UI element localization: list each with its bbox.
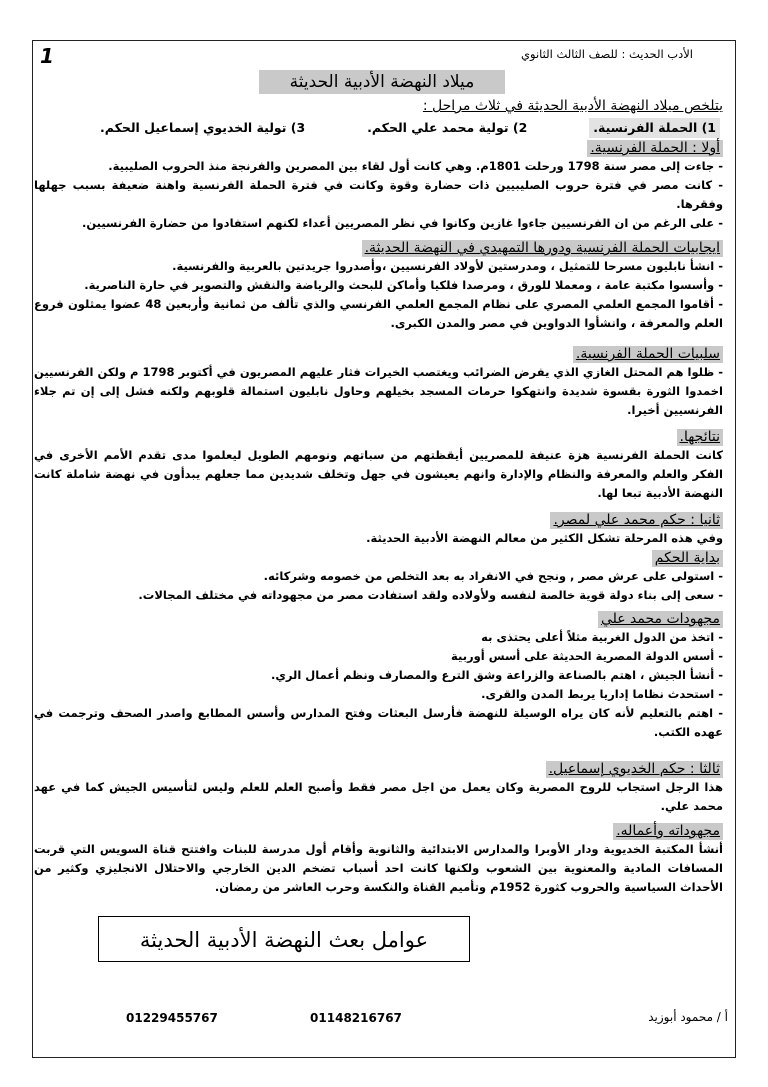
section-heading: ثالثا : حكم الخديوي إسماعيل.	[546, 761, 723, 778]
section-mohamed-ali	[34, 511, 723, 548]
paragraph: كانت الحملة الفرنسية هزة عنيفة للمصريين أيقظتهم من سباتهم ونومهم الطويل ليعلموا مدى تقدم الأمم الأخرى في الفكر والعلم والمعرفة والنظام والإدارة وانهم يعيشون في جهل وتخلف شديدين مما جعلهم يبدأون في نهضة شاملة كانت النهضة الأدبية تبعا لها.	[34, 448, 723, 500]
section-heading: أولا : الحملة الفرنسية.	[587, 140, 723, 157]
paragraph: - كانت مصر في فترة حروب الصليبيين ذات حضارة وقوة وكانت في فترة الحملة الفرنسية واهنة ضعيفة بسبب جهلها وفقرها.	[34, 178, 723, 211]
footer-box-title: عوامل بعث النهضة الأدبية الحديثة	[98, 916, 470, 962]
phone-2: 01148216767	[310, 1011, 402, 1025]
section-ismail-works	[34, 822, 723, 897]
section-heading: مجهودات محمد علي	[598, 611, 723, 628]
page-title: ميلاد النهضة الأدبية الحديثة	[259, 70, 505, 94]
paragraph: - استولى على عرش مصر , ونجح في الانفراد به بعد التخلص من خصومه وشركائه.	[263, 569, 723, 583]
stage-item: 1) الحملة الفرنسية.	[589, 118, 720, 138]
paragraph: - جاءت إلى مصر سنة 1798 ورحلت 1801م. وهي كانت أول لقاء بين المصرين والفرنجة منذ الحروب الصليبية.	[108, 159, 723, 173]
page-number: 1	[40, 44, 54, 68]
section-heading: مجهوداته وأعماله.	[613, 823, 723, 840]
paragraph: - وأسسوا مكتبة عامة ، ومعملا للورق ، ومرصدا فلكيا وأماكن للبحث والرياضة والنقش والتصوير في حارة الناصرية.	[84, 278, 723, 292]
section-heading: ثانيا : حكم محمد علي لمصر.	[550, 512, 723, 529]
paragraph: - اهتم بالتعليم لأنه كان يراه الوسيلة للنهضة فأرسل البعثات وفتح المدارس وأسس المطابع واصدر الصحف وترجمت في عهده الكتب.	[34, 706, 723, 739]
author-name: أ / محمود أبوزيد	[648, 1010, 728, 1024]
paragraph: - أنشأ الجيش ، اهتم بالصناعة والزراعة وشق الترع والمصارف ونظم أعمال الري.	[270, 668, 723, 682]
section-heading: بداية الحكم	[652, 550, 723, 567]
header-subject: الأدب الحديث : للصف الثالث الثانوي	[521, 47, 693, 61]
paragraph: - على الرغم من ان الفرنسيين جاءوا غازين وكانوا في نظر المصريين أعداء لكنهم استفادوا من حضارة الفرنسيين.	[81, 216, 723, 230]
section-positives	[34, 239, 723, 333]
section-heading: سلبيات الحملة الفرنسية.	[573, 346, 723, 363]
paragraph: - انشأ نابليون مسرحا للتمثيل ، ومدرستين لأولاد الفرنسيين ،وأصدروا جريدتين بالعربية والفرنسية.	[172, 259, 723, 273]
paragraph: - اتخذ من الدول الغربية مثلاً أعلى يحتذى به	[481, 630, 723, 644]
phone-1: 01229455767	[126, 1011, 218, 1025]
paragraph: أنشأ المكتبة الخديوية ودار الأوبرا والمدارس الابتدائية والثانوية وأقام أول مدرسة للبنات وافتتح قناة السويس التي قربت المسافات المادية والمعنوية بين الشعوب ولكنها كانت احد أسباب تضخم الدين الخارجي والاحتلال الانجليزي وكثير من الأحداث السياسية والحروب كثورة 1952م وتأميم القناة والنكسة وحرب العاشر من رمضان.	[34, 842, 723, 894]
stages-list	[100, 118, 720, 138]
paragraph: - سعى إلى بناء دولة قوية خالصة لنفسه ولأولاده ولقد استفادت مصر من مجهوداته في مختلف المجالات.	[138, 588, 723, 602]
paragraph: - أسس الدولة المصرية الحديثة على أسس أوربية	[451, 649, 723, 663]
paragraph: - أقاموا المجمع العلمي المصري على نظام المجمع العلمي الفرنسي والذي تألف من ثمانية وأربعين 48 عضوا يمثلون فروع العلم والمعرفة ، وانشأوا الدواوين في مصر والمدن الكبرى.	[34, 297, 723, 330]
section-negatives	[34, 345, 723, 420]
paragraph: - استحدث نظاما إداريا يربط المدن والقرى.	[481, 687, 723, 701]
section-rule-start	[34, 549, 723, 605]
stage-item: 2) تولية محمد علي الحكم.	[367, 120, 528, 135]
stage-item: 3) تولية الخديوي إسماعيل الحكم.	[100, 120, 306, 135]
section-ismail	[34, 760, 723, 816]
intro-text: يتلخص ميلاد النهضة الأدبية الحديثة في ثلاث مراحل :	[422, 98, 723, 114]
section-results	[34, 428, 723, 503]
paragraph: هذا الرجل استجاب للروح المصرية وكان يعمل من اجل مصر فقط وأصبح العلم للعلم وليس لتأسيس الجيش كما في عهد محمد علي.	[34, 780, 723, 813]
section-ali-efforts	[34, 610, 723, 742]
section-heading: نتائجها.	[677, 429, 724, 446]
paragraph: وفي هذه المرحلة تشكل الكثير من معالم النهضة الأدبية الحديثة.	[366, 531, 723, 545]
section-french-campaign	[34, 139, 723, 233]
section-heading: ايجابيات الحملة الفرنسية ودورها التمهيدي في النهضة الحديثة.	[362, 240, 723, 257]
paragraph: - ظلوا هم المحتل الغازي الذي يفرض الضرائب ويغتصب الخيرات فثار عليهم المصريون في أكتوبر 1798 م ولكن الفرنسيين اخمدوا الثورة بقسوة شديدة وانتهكوا حرمات المسجد بخيلهم وحاول نابليون استمالة قلوبهم ولكنه فشل إلى إن تم جلاء الفرنسيين أخيرا.	[34, 365, 723, 417]
phone-numbers	[126, 1011, 490, 1025]
